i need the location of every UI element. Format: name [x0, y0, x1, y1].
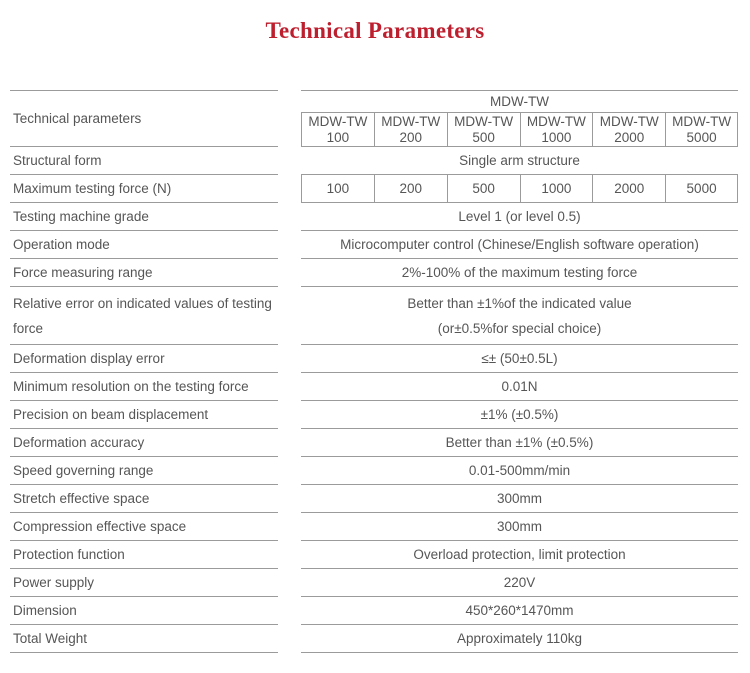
column-gap [278, 231, 301, 259]
row-label: Dimension [10, 597, 278, 625]
table-row [10, 541, 738, 569]
table-row [10, 401, 738, 429]
row-label: Protection function [10, 541, 278, 569]
table-row [10, 345, 738, 373]
row-label: Testing machine grade [10, 203, 278, 231]
model-series: MDW-TW [381, 114, 441, 129]
model-series: MDW-TW [672, 114, 732, 129]
row-label: Minimum resolution on the testing force [10, 373, 278, 401]
row-value: Better than ±1% (±0.5%) [301, 429, 738, 457]
model-header-cell [592, 113, 665, 146]
row-value: Approximately 110kg [301, 625, 738, 653]
row-label: Maximum testing force (N) [10, 175, 278, 203]
row-value-line-1: Better than ±1%of the indicated value [407, 295, 632, 311]
model-header-block [301, 90, 738, 147]
force-value-cell: 1000 [520, 175, 593, 202]
series-header: MDW-TW [301, 91, 738, 113]
force-values-row [301, 175, 738, 203]
column-gap [278, 203, 301, 231]
model-capacity: 5000 [686, 130, 717, 145]
row-value: 0.01N [301, 373, 738, 401]
table-row [10, 147, 738, 175]
column-gap [278, 259, 301, 287]
row-value: Level 1 (or level 0.5) [301, 203, 738, 231]
technical-parameters-table [10, 90, 738, 653]
force-value-cell: 100 [301, 175, 374, 202]
page-title: Technical Parameters [265, 18, 485, 43]
force-value-cell: 200 [374, 175, 447, 202]
model-header-cell [374, 113, 447, 146]
column-gap [278, 485, 301, 513]
row-label: Relative error on indicated values of testing force [10, 287, 278, 345]
model-capacity: 100 [326, 130, 350, 145]
row-value: ±1% (±0.5%) [301, 401, 738, 429]
column-gap [278, 345, 301, 373]
row-value: Single arm structure [301, 147, 738, 175]
table-row [10, 203, 738, 231]
model-header-cell [301, 113, 374, 146]
row-label: Force measuring range [10, 259, 278, 287]
column-gap [278, 429, 301, 457]
column-gap [278, 513, 301, 541]
corner-label: Technical parameters [10, 90, 278, 147]
table-row [10, 259, 738, 287]
table-row [10, 231, 738, 259]
column-gap [278, 597, 301, 625]
model-capacity: 2000 [614, 130, 645, 145]
model-header-cell [665, 113, 738, 146]
model-series: MDW-TW [526, 114, 586, 129]
table-row [10, 373, 738, 401]
force-value-cell: 5000 [665, 175, 738, 202]
column-gap [278, 401, 301, 429]
row-value: 0.01-500mm/min [301, 457, 738, 485]
row-label: Power supply [10, 569, 278, 597]
column-gap [278, 287, 301, 345]
column-gap [278, 175, 301, 203]
model-series: MDW-TW [599, 114, 659, 129]
row-label: Compression effective space [10, 513, 278, 541]
row-value: Microcomputer control (Chinese/English software operation) [301, 231, 738, 259]
row-value: 2%-100% of the maximum testing force [301, 259, 738, 287]
table-row [10, 569, 738, 597]
table-row [10, 429, 738, 457]
model-series: MDW-TW [454, 114, 514, 129]
table-row [10, 457, 738, 485]
column-gap [278, 541, 301, 569]
row-value-line-2: (or±0.5%for special choice) [437, 320, 602, 336]
table-row [10, 597, 738, 625]
row-value: Overload protection, limit protection [301, 541, 738, 569]
row-value: 300mm [301, 485, 738, 513]
row-label: Precision on beam displacement [10, 401, 278, 429]
row-value: 300mm [301, 513, 738, 541]
force-value-cell: 500 [447, 175, 520, 202]
column-gap [278, 373, 301, 401]
table-row [10, 625, 738, 653]
model-header-cell [447, 113, 520, 146]
row-label: Stretch effective space [10, 485, 278, 513]
model-series: MDW-TW [308, 114, 368, 129]
column-gap [278, 625, 301, 653]
table-row [10, 287, 738, 345]
row-value: 450*260*1470mm [301, 597, 738, 625]
force-value-cell: 2000 [592, 175, 665, 202]
table-header-row [10, 90, 738, 147]
row-label: Deformation display error [10, 345, 278, 373]
model-capacity: 500 [472, 130, 495, 145]
column-gap [278, 90, 301, 147]
column-gap [278, 147, 301, 175]
row-value: 220V [301, 569, 738, 597]
row-label: Total Weight [10, 625, 278, 653]
column-gap [278, 457, 301, 485]
column-gap [278, 569, 301, 597]
table-row [10, 513, 738, 541]
row-label: Operation mode [10, 231, 278, 259]
row-value [301, 287, 738, 345]
table-row [10, 485, 738, 513]
row-label: Structural form [10, 147, 278, 175]
model-capacity: 1000 [541, 130, 572, 145]
model-header-cell [520, 113, 593, 146]
table-row [10, 175, 738, 203]
model-header-row [301, 113, 738, 146]
row-value: ≤± (50±0.5L) [301, 345, 738, 373]
row-label: Deformation accuracy [10, 429, 278, 457]
row-label: Speed governing range [10, 457, 278, 485]
model-capacity: 200 [399, 130, 422, 145]
